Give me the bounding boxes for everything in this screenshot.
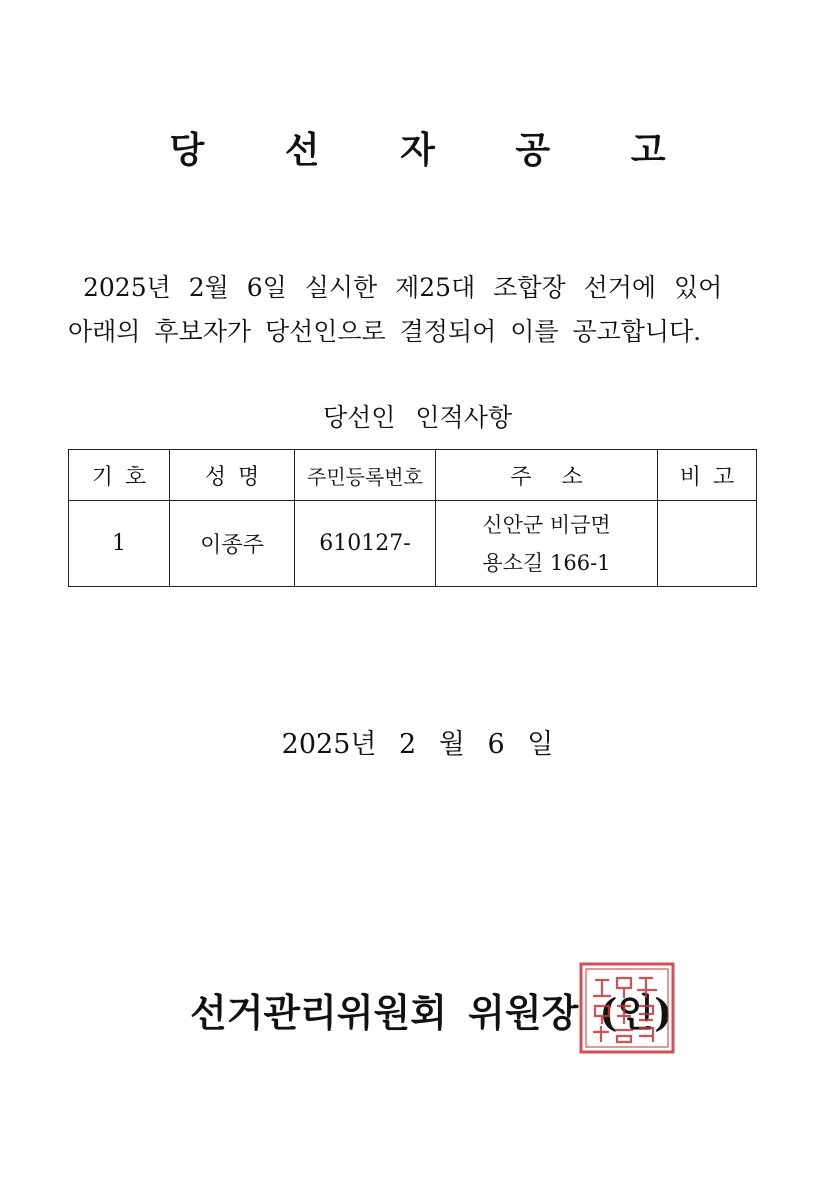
header-address: 주소: [436, 450, 658, 501]
winner-info-table: [68, 449, 757, 587]
notice-paragraph-line-2: 아래의 후보자가 당선인으로 결정되어 이를 공고합니다.: [68, 317, 702, 346]
header-name: 성명: [170, 450, 295, 501]
cell-name: 이종주: [170, 501, 295, 587]
cell-remarks: [658, 501, 757, 587]
signatory-title: 선거관리위원회 위원장: [190, 990, 579, 1035]
section-title: 당선인 인적사항: [323, 403, 512, 432]
seal-mark: (인): [599, 990, 673, 1035]
cell-number: 1: [69, 501, 170, 587]
notice-paragraph-line-1: 2025년 2월 6일 실시한 제25대 조합장 선거에 있어: [83, 273, 723, 302]
address-line-2: 용소길 166-1: [482, 550, 611, 575]
page-title: 당 선 자 공 고: [169, 129, 700, 171]
address-line-1: 신안군 비금면: [482, 512, 611, 537]
header-resident-id: 주민등록번호: [295, 450, 436, 501]
table-header-row: [69, 450, 757, 501]
cell-address: [436, 501, 658, 587]
cell-resident-id: 610127-: [295, 501, 436, 587]
header-remarks: 비고: [658, 450, 757, 501]
announcement-date: 2025년 2 월 6 일: [281, 729, 554, 760]
header-number: 기호: [69, 450, 170, 501]
table-row: [69, 501, 757, 587]
official-seal-stamp: [577, 960, 677, 1056]
